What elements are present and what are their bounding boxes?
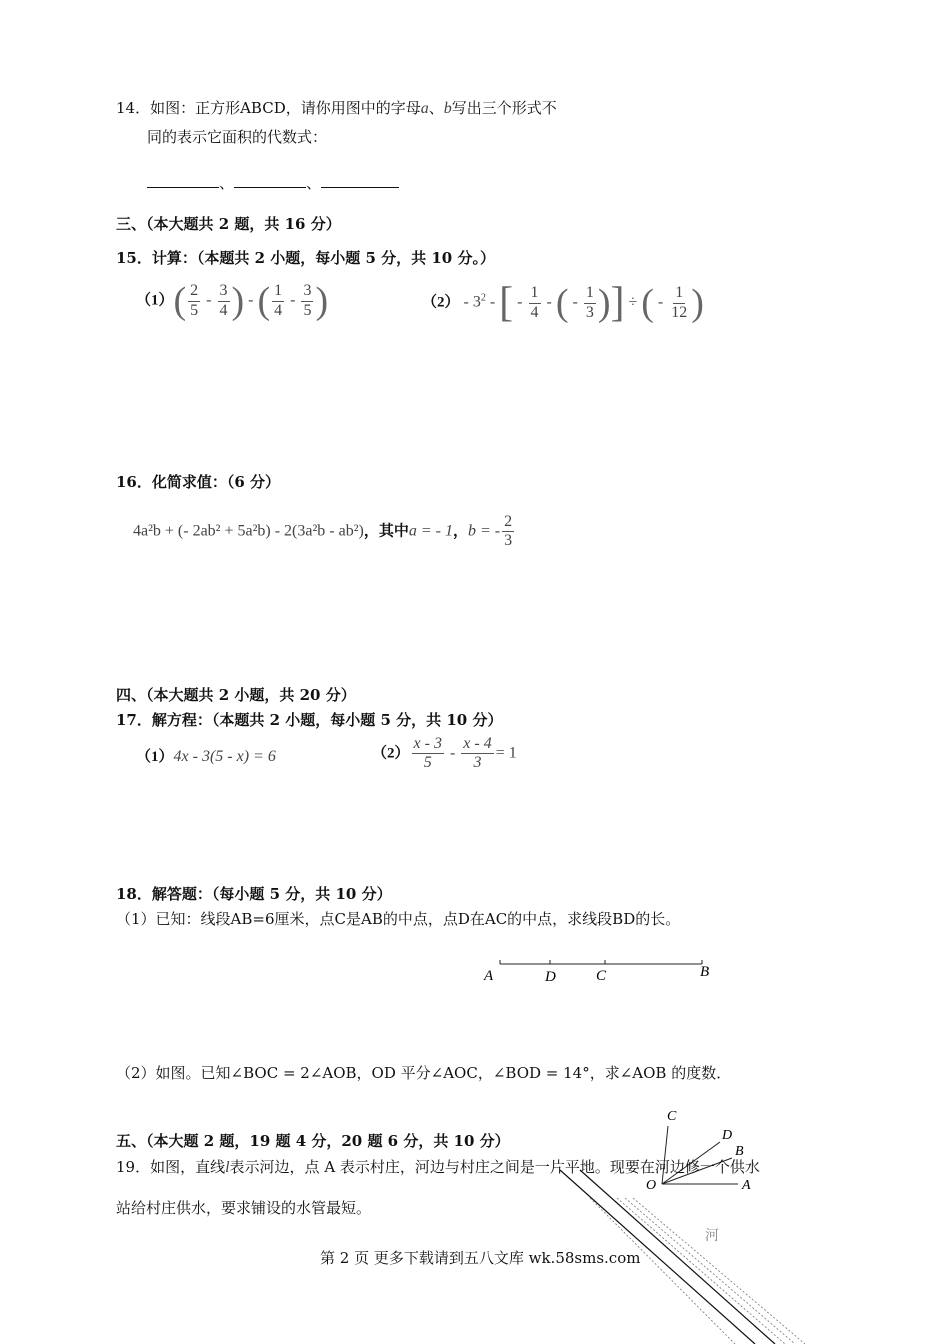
angle-a-label: A (742, 1178, 751, 1193)
fraction: $\frac{x - 3}{5}$ (413, 735, 442, 772)
fraction: $\frac{1}{12}$ (671, 284, 688, 321)
q17-part2: （2） $\frac{x - 3}{5}$ - $\frac{x - 4}{3}$ = 1 (372, 735, 517, 772)
q17-title: 17．解方程：（本题共 2 小题，每小题 5 分，共 10 分） (116, 711, 503, 729)
q14-line1-a: 14．如图：正方形ABCD，请你用图中的字母 (116, 99, 421, 117)
segment-figure (470, 950, 730, 990)
q17-part1: （1）4x - 3(5 - x) = 6 (136, 748, 276, 765)
q14-line2: 同的表示它面积的代数式： (147, 128, 328, 146)
fraction: $\frac{2}{3}$ (504, 513, 513, 550)
fraction: $\frac{1}{4}$ (530, 284, 539, 321)
q15-part1: （1）( $\frac{2}{5}$ - $\frac{3}{4}$ ) - ( $\frac{1}{4}$ - $\frac{3}{5}$ ) (136, 280, 329, 322)
fraction: $\frac{1}{4}$ (274, 282, 283, 319)
q14-var-b: b (443, 100, 452, 117)
point-c-label: C (596, 968, 607, 984)
answer-blank-1[interactable] (147, 173, 219, 188)
fraction: $\frac{2}{5}$ (190, 282, 199, 319)
q14-line1-b: 写出三个形式不 (451, 99, 557, 117)
fraction: $\frac{3}{4}$ (219, 282, 228, 319)
blank-sep-1: 、 (219, 174, 235, 192)
section-4-title: 四、（本大题共 2 小题，共 20 分） (116, 686, 356, 704)
angle-d-label: D (722, 1128, 733, 1143)
q19-line1: 19．如图，直线l表示河边，点 A 表示村庄，河边与村庄之间是一片平地。现要在河边修一个供水 (116, 1158, 760, 1176)
answer-blank-2[interactable] (234, 173, 306, 188)
q15-p2-label: （2） (422, 294, 460, 311)
fraction: $\frac{1}{3}$ (585, 284, 594, 321)
q16-cond-b: b = - (468, 522, 501, 540)
section-5-title: 五、（本大题 2 题，19 题 4 分，20 题 6 分，共 10 分） (116, 1132, 510, 1150)
fraction: $\frac{x - 4}{3}$ (463, 735, 492, 772)
angle-o-label: O (646, 1178, 657, 1193)
q16-where: ，其中 (363, 523, 409, 540)
angle-b-label: B (735, 1144, 744, 1159)
q19-line2: 站给村庄供水，要求铺设的水管最短。 (116, 1199, 372, 1217)
q15-p1-label: （1） (136, 292, 174, 309)
q18-part1: （1）已知：线段AB=6厘米，点C是AB的中点，点D在AC的中点，求线段BD的长。 (116, 910, 681, 928)
q16-expr: 4a²b + (- 2ab² + 5a²b) - 2(3a²b - ab²) (133, 522, 364, 540)
answer-blank-3[interactable] (321, 173, 399, 188)
point-a-label: A (484, 968, 494, 984)
page-footer: 第 2 页 更多下载请到五八文库 wk.58sms.com (320, 1249, 641, 1267)
q14-answer-blanks (147, 172, 399, 193)
fraction: $\frac{3}{5}$ (303, 282, 312, 319)
q17-equation-1: 4x - 3(5 - x) = 6 (173, 748, 276, 765)
q16-title: 16．化简求值：（6 分） (116, 473, 281, 491)
section-3-title: 三、（本大题共 2 题，共 16 分） (116, 215, 341, 233)
point-b-label: B (700, 964, 710, 980)
q16-expression: 4a²b + (- 2ab² + 5a²b) - 2(3a²b - ab²)，其中a = - 1，b = - $\frac{2}{3}$ (133, 513, 513, 550)
blank-sep-2: 、 (306, 174, 322, 192)
q18-part2: （2）如图。已知∠BOC = 2∠AOB，OD 平分∠AOC，∠BOD = 14°，求∠AOB 的度数． (116, 1064, 732, 1082)
q14-var-a: a (420, 100, 429, 117)
q14-line1 (116, 97, 557, 118)
q15-title: 15．计算：（本题共 2 小题，每小题 5 分，共 10 分。） (116, 249, 495, 267)
q14-sep: 、 (428, 99, 444, 117)
angle-c-label: C (667, 1109, 677, 1124)
river-label: 河 (705, 1228, 719, 1244)
q16-cond-a: a = - 1 (408, 522, 453, 540)
q15-part2: $(2) - 3^2$ - [ - $\frac{1}{4}$ - ( - $\frac{1}{3}$ )] ÷ ( - $\frac{1}{12}$ ) (422, 280, 704, 326)
q19-var-l: l (225, 1159, 230, 1176)
point-d-label: D (545, 969, 556, 985)
q18-title: 18．解答题：（每小题 5 分，共 10 分） (116, 885, 392, 903)
